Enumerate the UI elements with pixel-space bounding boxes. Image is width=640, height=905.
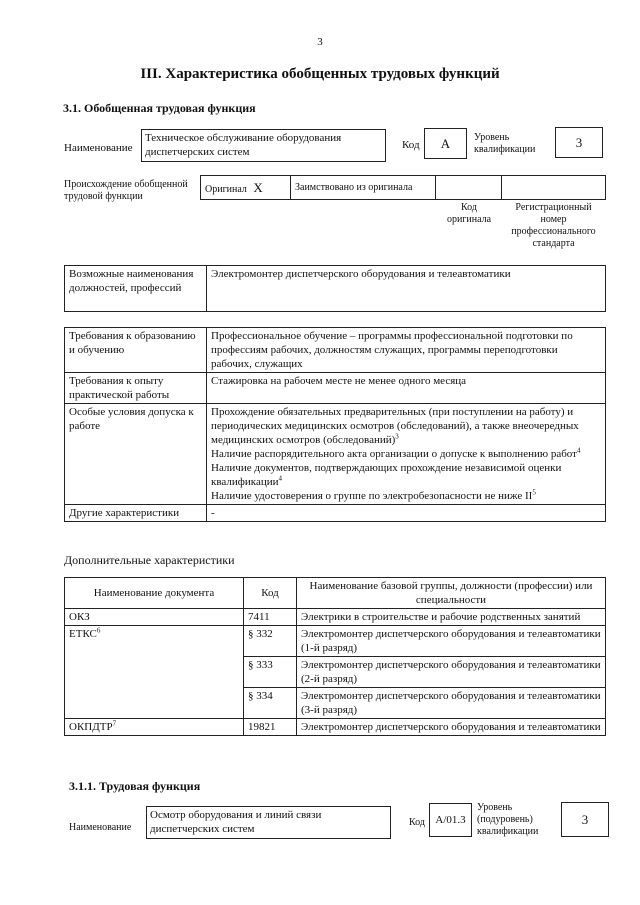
okz-code: 7411 <box>244 609 297 626</box>
additional-title: Дополнительные характеристики <box>64 553 235 567</box>
experience-value: Стажировка на рабочем месте не менее одного месяца <box>207 373 606 404</box>
requirements-table <box>64 327 606 522</box>
header-group-name: Наименование базовой группы, должности (профессии) или специальности <box>297 578 606 609</box>
education-label: Требования к образованию и обучению <box>65 328 207 373</box>
okz-doc: ОКЗ <box>65 609 244 626</box>
other-label: Другие характеристики <box>65 505 207 522</box>
tf-level-value: 3 <box>581 812 589 827</box>
table-row <box>65 719 606 736</box>
tf-level-box <box>561 802 609 837</box>
origin-code-cell <box>435 175 502 200</box>
special-condition-admission-act: Наличие распорядительного акта организации о допуске к выполнению работ$^4$ <box>211 446 581 460</box>
origin-original-box <box>200 175 291 200</box>
gtf-level-box <box>555 127 603 158</box>
tf-heading: 3.1.1. Трудовая функция <box>69 779 201 793</box>
gtf-code-label: Код <box>402 139 420 151</box>
gtf-level-label: Уровень квалификации <box>474 132 536 155</box>
origin-reg-cell <box>501 175 606 200</box>
header-code: Код <box>244 578 297 609</box>
gtf-name-box <box>141 129 386 162</box>
header-document: Наименование документа <box>65 578 244 609</box>
origin-original-mark: X <box>253 180 263 195</box>
other-value: - <box>207 505 606 522</box>
okpdtr-code: 19821 <box>244 719 297 736</box>
gtf-heading: 3.1. Обобщенная трудовая функция <box>63 101 256 115</box>
etks-name-3: Электромонтер диспетчерского оборудования и телеавтоматики (3-й разряд) <box>297 688 606 719</box>
page-number: 3 <box>317 36 323 48</box>
gtf-level-value: 3 <box>575 135 583 150</box>
gtf-name-label: Наименование <box>64 142 133 154</box>
tf-level-label: Уровень (подуровень) квалификации <box>477 802 539 837</box>
okpdtr-doc: ОКПДТР$^7$ <box>65 719 244 736</box>
tf-name-value: Осмотр оборудования и линий связи диспетчерских систем <box>150 809 322 835</box>
origin-reg-number-label: Регистрационный номер профессионального стандарта <box>511 202 596 249</box>
etks-doc: ЕТКС$^6$ <box>65 626 244 719</box>
positions-value: Электромонтер диспетчерского оборудования и телеавтоматики <box>207 266 606 312</box>
special-condition-qualification: Наличие документов, подтверждающих прохождение независимой оценки квалификации$^4$ <box>211 462 562 488</box>
gtf-code-box <box>424 128 467 159</box>
okpdtr-name: Электромонтер диспетчерского оборудования и телеавтоматики <box>297 719 606 736</box>
tf-name-box <box>146 806 391 839</box>
origin-borrowed-box <box>290 175 436 200</box>
special-condition-medical: Прохождение обязательных предварительных (при поступлении на работу) и периодических медицинских осмотров (обследований), а также внеочередных медицинских осмотров (обследований)$^3$ <box>211 406 579 446</box>
etks-code-3: § 334 <box>244 688 297 719</box>
tf-name-label: Наименование <box>69 822 132 833</box>
special-conditions <box>207 404 606 505</box>
origin-original-label: Оригинал <box>205 184 247 195</box>
table-row <box>65 609 606 626</box>
table-row <box>65 626 606 657</box>
positions-table <box>64 265 606 312</box>
special-condition-electrical-safety: Наличие удостоверения о группе по электробезопасности не ниже $II^5$ <box>211 488 536 502</box>
origin-code-original-label: Код оригинала <box>446 202 492 225</box>
okz-name: Электрики в строительстве и рабочие родственных занятий <box>297 609 606 626</box>
origin-label: Происхождение обобщенной трудовой функции <box>64 179 188 202</box>
education-value: Профессиональное обучение – программы профессиональной подготовки по профессиям рабочих, должностям служащих, программы переподготовки рабочих, служащих <box>207 328 606 373</box>
origin-borrowed-label: Заимствовано из оригинала <box>295 182 413 193</box>
additional-table <box>64 577 606 736</box>
gtf-name-value: Техническое обслуживание оборудования диспетчерских систем <box>145 132 342 158</box>
gtf-code-value: A <box>440 136 451 151</box>
experience-label: Требования к опыту практической работы <box>65 373 207 404</box>
etks-name-1: Электромонтер диспетчерского оборудования и телеавтоматики (1-й разряд) <box>297 626 606 657</box>
positions-label: Возможные наименования должностей, профессий <box>65 266 207 312</box>
tf-code-box <box>429 803 472 837</box>
etks-code-2: § 333 <box>244 657 297 688</box>
tf-code-value: A/01.3 <box>435 814 466 826</box>
tf-code-label: Код <box>409 817 425 828</box>
section-title: III. Характеристика обобщенных трудовых функций <box>140 66 500 82</box>
etks-name-2: Электромонтер диспетчерского оборудования и телеавтоматики (2-й разряд) <box>297 657 606 688</box>
special-label: Особые условия допуска к работе <box>65 404 207 505</box>
etks-code-1: § 332 <box>244 626 297 657</box>
